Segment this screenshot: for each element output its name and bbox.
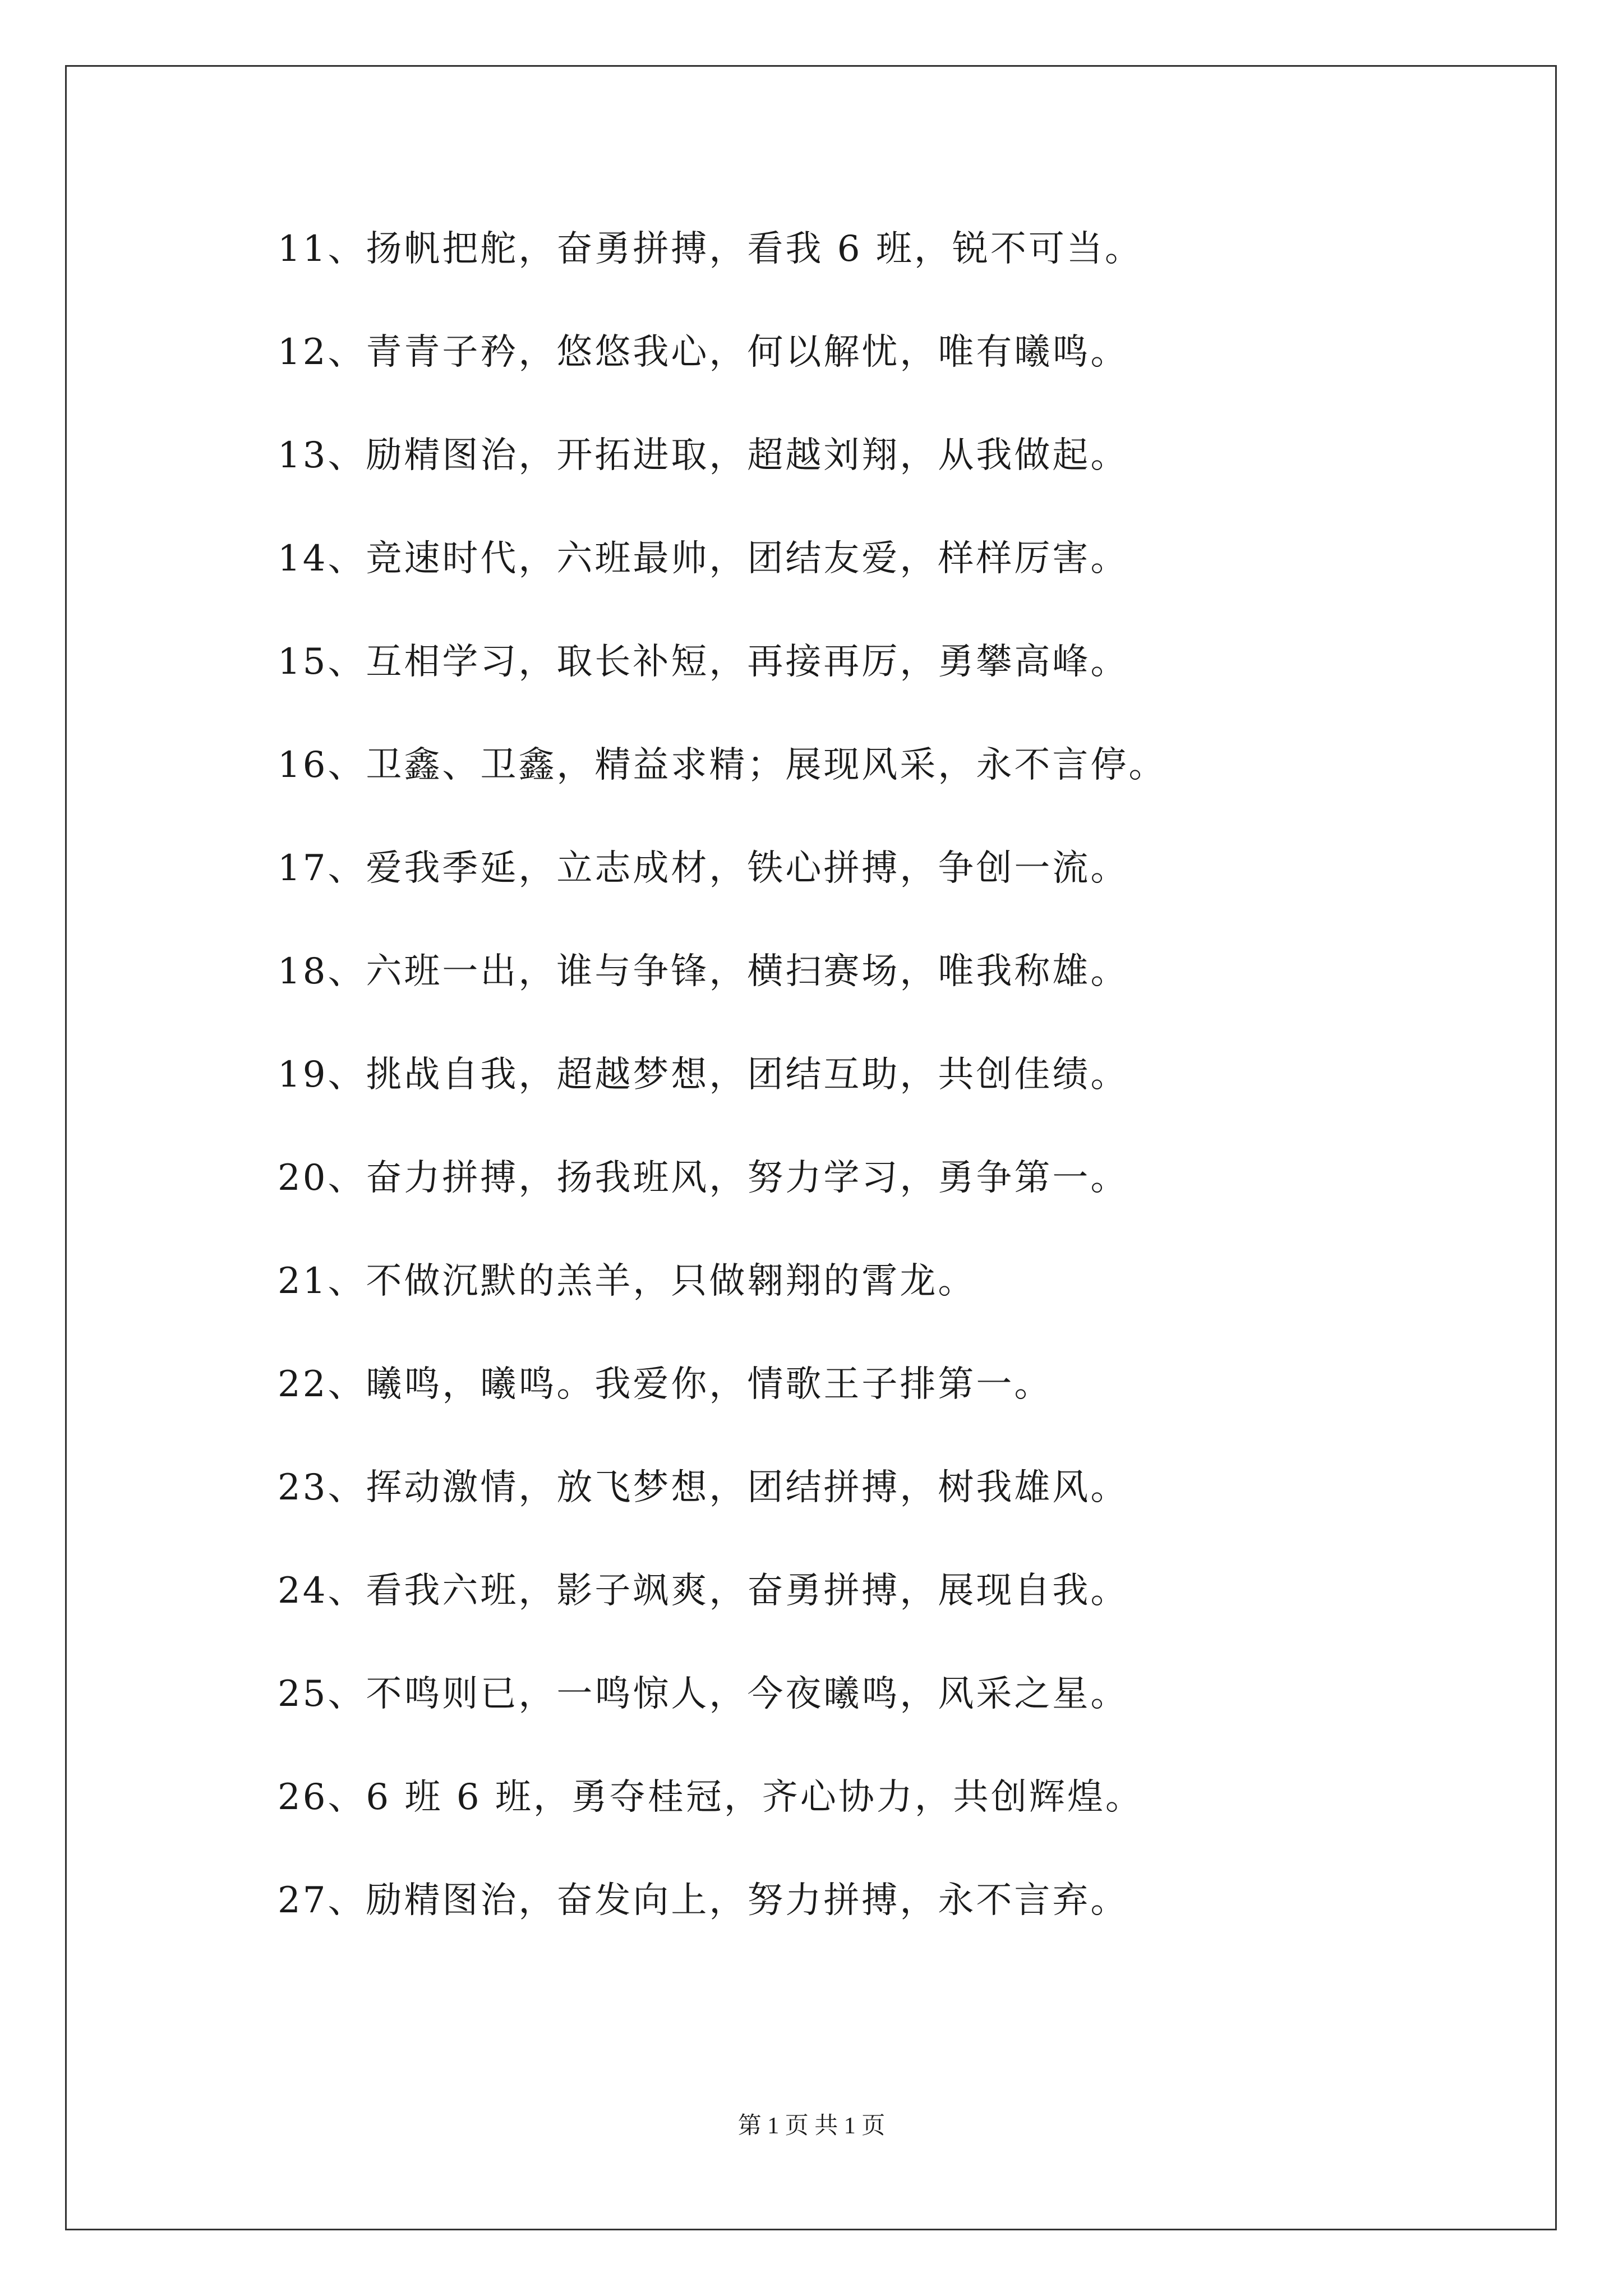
slogan-line: 23、挥动激情，放飞梦想，团结拼搏，树我雄风。	[278, 1467, 1129, 1508]
slogan-line: 21、不做沉默的羔羊，只做翱翔的霄龙。	[278, 1260, 976, 1302]
slogan-line: 26、6 班 6 班，勇夺桂冠，齐心协力，共创辉煌。	[278, 1777, 1144, 1818]
slogan-line: 20、奋力拼搏，扬我班风，努力学习，勇争第一。	[278, 1157, 1129, 1199]
slogan-line: 12、青青子矜，悠悠我心，何以解忧，唯有曦鸣。	[278, 332, 1129, 373]
document-body	[278, 223, 1511, 1978]
slogan-line: 16、卫鑫、卫鑫，精益求精；展现风采，永不言停。	[278, 744, 1167, 786]
slogan-line: 17、爱我季延，立志成材，铁心拼搏，争创一流。	[278, 848, 1129, 889]
page-footer: 第 1 页 共 1 页	[737, 2113, 886, 2139]
slogan-line: 25、不鸣则已，一鸣惊人，今夜曦鸣，风采之星。	[278, 1673, 1129, 1715]
slogan-line: 24、看我六班，影子飒爽，奋勇拼搏，展现自我。	[278, 1570, 1129, 1612]
slogan-line: 15、互相学习，取长补短，再接再厉，勇攀高峰。	[278, 641, 1129, 683]
slogan-line: 19、挑战自我，超越梦想，团结互助，共创佳绩。	[278, 1054, 1129, 1096]
slogan-line: 14、竞速时代，六班最帅，团结友爱，样样厉害。	[278, 538, 1129, 579]
slogan-line: 18、六班一出，谁与争锋，横扫赛场，唯我称雄。	[278, 951, 1129, 992]
slogan-line: 11、扬帆把舵，奋勇拼搏，看我 6 班，锐不可当。	[278, 228, 1143, 270]
slogan-line: 22、曦鸣，曦鸣。我爱你，情歌王子排第一。	[278, 1364, 1053, 1405]
slogan-line: 13、励精图治，开拓进取，超越刘翔，从我做起。	[278, 435, 1129, 476]
slogan-line: 27、励精图治，奋发向上，努力拼搏，永不言弃。	[278, 1880, 1129, 1921]
